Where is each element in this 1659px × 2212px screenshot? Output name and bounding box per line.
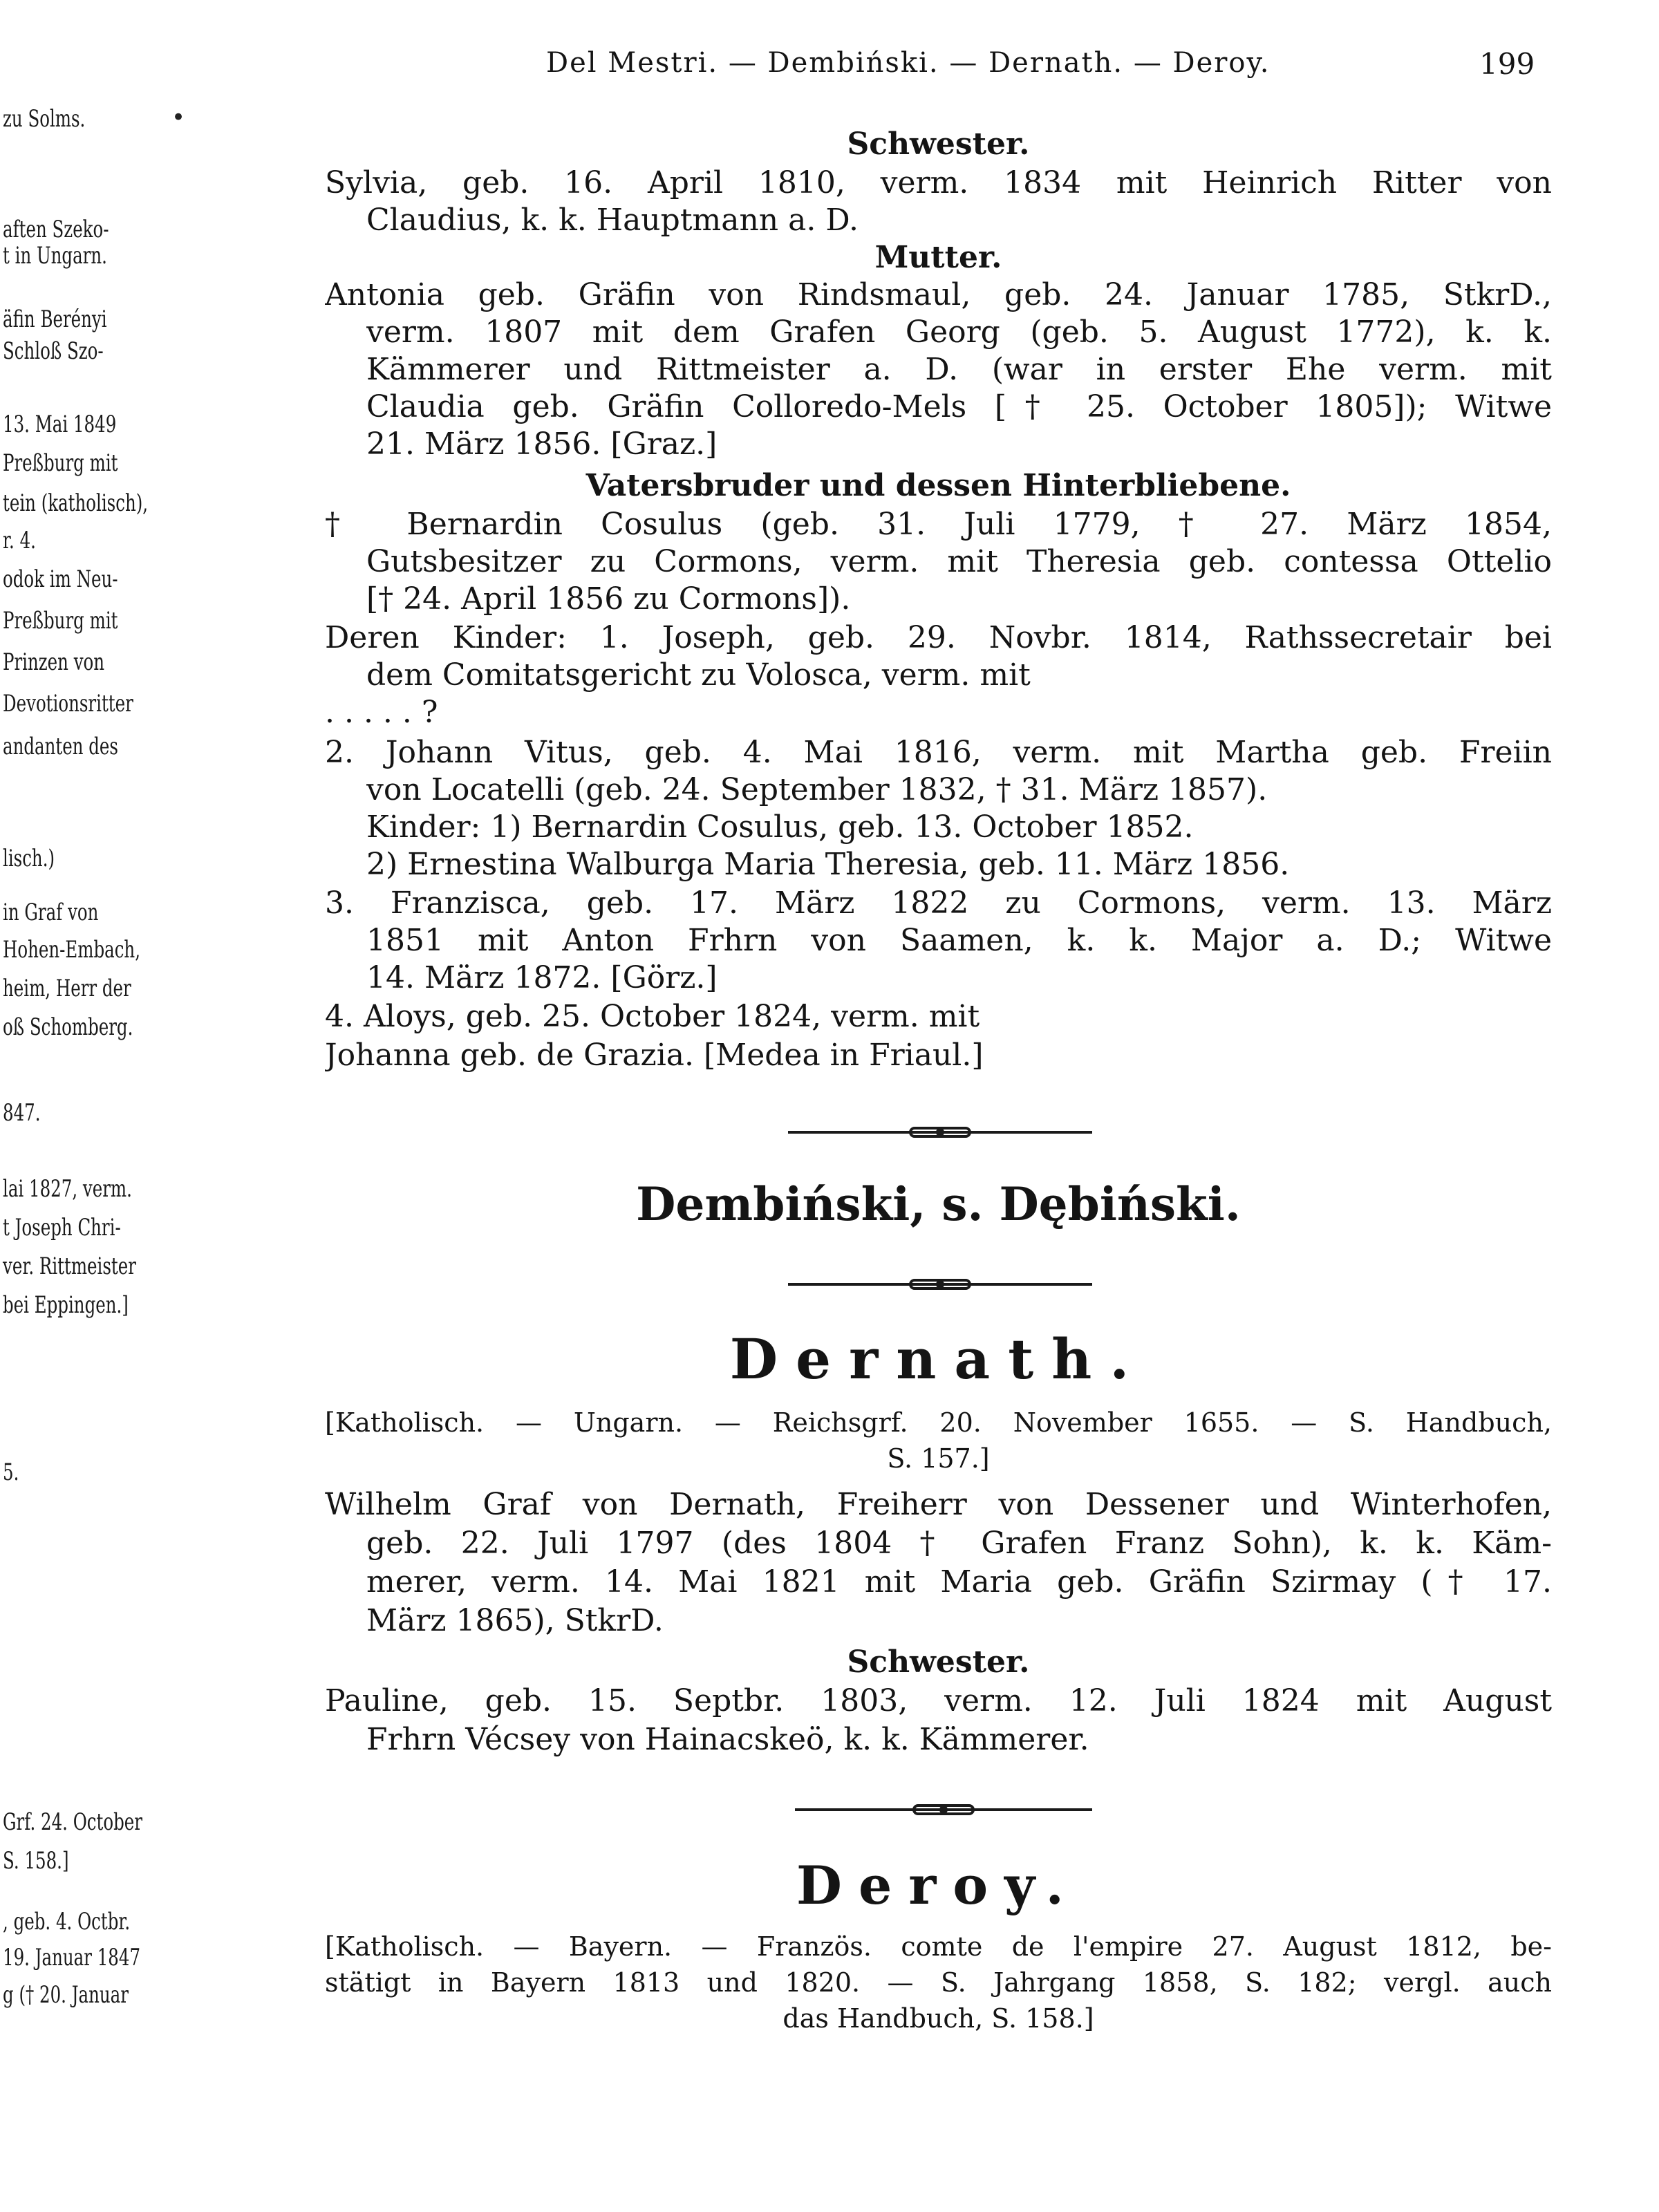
dernath-head-line: März 1865), StkrD. bbox=[366, 1603, 664, 1638]
children-entry-line: 2) Ernestina Walburga Maria Theresia, geb. 11. März 1856. bbox=[366, 847, 1290, 882]
mother-heading: Mutter. bbox=[874, 240, 1002, 275]
margin-fragment-line: S. 158.] bbox=[3, 1847, 69, 1875]
mother-entry-line: Kämmerer und Rittmeister a. D. (war in erster Ehe verm. mit bbox=[366, 352, 1552, 387]
sister-entry-line: Claudius, k. k. Hauptmann a. D. bbox=[366, 203, 859, 238]
ink-speck: • bbox=[171, 104, 186, 131]
dernath-head-line: merer, verm. 14. Mai 1821 mit Maria geb. Gräfin Szirmay († 17. bbox=[366, 1564, 1552, 1600]
children-entry-line: Johanna geb. de Grazia. [Medea in Friaul.] bbox=[325, 1038, 984, 1073]
children-entry-line: dem Comitatsgericht zu Volosca, verm. mit bbox=[366, 657, 1031, 693]
uncle-entry-line: [† 24. April 1856 zu Cormons]). bbox=[366, 581, 851, 617]
mother-entry-line: Antonia geb. Gräfin von Rindsmaul, geb. 24. Januar 1785, StkrD., bbox=[325, 277, 1552, 312]
margin-fragment-line: Prinzen von bbox=[3, 648, 105, 676]
sister-entry-line: Sylvia, geb. 16. April 1810, verm. 1834 mit Heinrich Ritter von bbox=[325, 165, 1552, 200]
dernath-sister-line: Pauline, geb. 15. Septbr. 1803, verm. 12. Juli 1824 mit August bbox=[325, 1683, 1552, 1718]
margin-fragment-line: , geb. 4. Octbr. bbox=[3, 1908, 131, 1936]
mother-entry-line: verm. 1807 mit dem Grafen Georg (geb. 5. August 1772), k. k. bbox=[366, 315, 1552, 350]
page-number: 199 bbox=[1479, 47, 1535, 81]
dernath-title: Dernath. bbox=[729, 1327, 1147, 1391]
deroy-intro-line: [Katholisch. — Bayern. — Französ. comte de l'empire 27. August 1812, be- bbox=[325, 1931, 1552, 1962]
margin-fragment-line: t Joseph Chri- bbox=[3, 1214, 121, 1241]
uncle-heading: Vatersbruder und dessen Hinterbliebene. bbox=[585, 468, 1291, 503]
margin-fragment-line: äfin Berényi bbox=[3, 306, 107, 333]
margin-fragment-line: r. 4. bbox=[3, 527, 36, 554]
margin-fragment-line: odok im Neu- bbox=[3, 565, 118, 593]
uncle-entry-line: † Bernardin Cosulus (geb. 31. Juli 1779, † 27. März 1854, bbox=[325, 507, 1552, 542]
deroy-intro-line: stätigt in Bayern 1813 und 1820. — S. Jahrgang 1858, S. 182; vergl. auch bbox=[325, 1967, 1552, 1998]
children-entry-line: Deren Kinder: 1. Joseph, geb. 29. Novbr. 1814, Rathssecretair bei bbox=[325, 620, 1552, 655]
children-entry-line: 4. Aloys, geb. 25. October 1824, verm. mit bbox=[325, 999, 980, 1034]
dernath-head-line: Wilhelm Graf von Dernath, Freiherr von Dessener und Winterhofen, bbox=[325, 1487, 1552, 1522]
uncle-entry-line: Gutsbesitzer zu Cormons, verm. mit Theresia geb. contessa Ottelio bbox=[366, 544, 1552, 579]
margin-fragment-line: 5. bbox=[3, 1459, 19, 1486]
deroy-intro-line: das Handbuch, S. 158.] bbox=[782, 2003, 1094, 2034]
margin-fragment-line: Schloß Szo- bbox=[3, 337, 104, 365]
margin-fragment-line: lisch.) bbox=[3, 845, 55, 872]
deroy-title: Deroy. bbox=[796, 1855, 1080, 1916]
margin-fragment-line: 847. bbox=[3, 1099, 41, 1127]
margin-fragment-line: g († 20. Januar bbox=[3, 1981, 129, 2009]
margin-fragment-line: 19. Januar 1847 bbox=[3, 1944, 141, 1971]
dernath-sister-heading: Schwester. bbox=[847, 1644, 1030, 1680]
margin-fragment-line: tein (katholisch), bbox=[3, 489, 149, 517]
rule-ornament bbox=[909, 1279, 971, 1290]
sister-heading: Schwester. bbox=[847, 126, 1030, 162]
rule-ornament bbox=[912, 1804, 975, 1815]
dernath-head-line: geb. 22. Juli 1797 (des 1804 † Grafen Franz Sohn), k. k. Käm- bbox=[366, 1526, 1552, 1561]
margin-fragment-line: bei Eppingen.] bbox=[3, 1291, 129, 1319]
margin-fragment-line: aften Szeko- bbox=[3, 216, 109, 243]
margin-fragment-line: Preßburg mit bbox=[3, 607, 118, 635]
margin-fragment-line: zu Solms. bbox=[3, 105, 86, 133]
facing-page-fragment bbox=[0, 0, 186, 2212]
margin-fragment-line: t in Ungarn. bbox=[3, 242, 107, 270]
margin-fragment-line: 13. Mai 1849 bbox=[3, 411, 117, 438]
children-entry-line: . . . . . ? bbox=[325, 695, 438, 730]
children-entry-line: 2. Johann Vitus, geb. 4. Mai 1816, verm. mit Martha geb. Freiin bbox=[325, 735, 1552, 770]
margin-fragment-line: in Graf von bbox=[3, 899, 99, 926]
dernath-intro-line: [Katholisch. — Ungarn. — Reichsgrf. 20. November 1655. — S. Handbuch, bbox=[325, 1407, 1552, 1438]
running-head: Del Mestri. — Dembiński. — Dernath. — Deroy. bbox=[546, 47, 1271, 79]
children-entry-line: 14. März 1872. [Görz.] bbox=[366, 960, 718, 995]
margin-fragment-line: Grf. 24. October bbox=[3, 1808, 142, 1836]
children-entry-line: 3. Franzisca, geb. 17. März 1822 zu Cormons, verm. 13. März bbox=[325, 885, 1552, 921]
mother-entry-line: 21. März 1856. [Graz.] bbox=[366, 427, 718, 462]
children-entry-line: 1851 mit Anton Frhrn von Saamen, k. k. Major a. D.; Witwe bbox=[366, 923, 1552, 958]
margin-fragment-line: ver. Rittmeister bbox=[3, 1253, 136, 1280]
rule-ornament bbox=[909, 1127, 971, 1138]
margin-fragment-line: lai 1827, verm. bbox=[3, 1175, 132, 1203]
margin-fragment-line: Devotionsritter bbox=[3, 690, 133, 718]
children-entry-line: Kinder: 1) Bernardin Cosulus, geb. 13. October 1852. bbox=[366, 809, 1194, 845]
dernath-sister-line: Frhrn Vécsey von Hainacskeö, k. k. Kämmerer. bbox=[366, 1722, 1089, 1757]
dembinski-title: Dembiński, s. Dębiński. bbox=[636, 1177, 1241, 1231]
mother-entry-line: Claudia geb. Gräfin Colloredo-Mels [† 25. October 1805]); Witwe bbox=[366, 389, 1552, 424]
margin-fragment-line: andanten des bbox=[3, 733, 118, 760]
margin-fragment-line: heim, Herr der bbox=[3, 975, 131, 1002]
children-entry-line: von Locatelli (geb. 24. September 1832, † 31. März 1857). bbox=[366, 772, 1268, 807]
margin-fragment-line: Hohen-Embach, bbox=[3, 936, 140, 964]
margin-fragment-line: oß Schomberg. bbox=[3, 1013, 133, 1041]
dernath-intro-line: S. 157.] bbox=[887, 1443, 990, 1474]
margin-fragment-line: Preßburg mit bbox=[3, 449, 118, 477]
